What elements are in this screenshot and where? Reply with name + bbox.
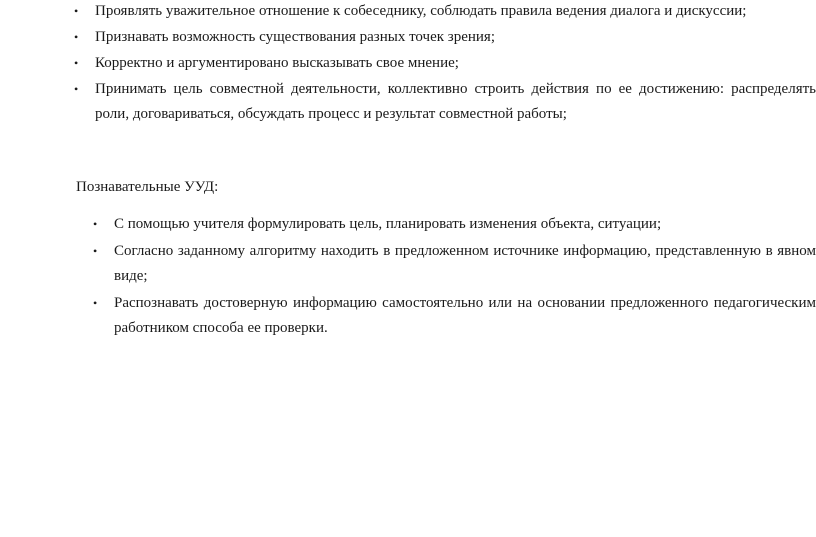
list-item — [74, 0, 816, 24]
communicative-uud-list — [74, 0, 816, 128]
bullet-icon: • — [93, 244, 98, 258]
bullet-icon: • — [74, 82, 79, 96]
bullet-icon: • — [93, 296, 98, 310]
bullet-icon: • — [93, 217, 98, 231]
bullet-icon: • — [74, 56, 79, 70]
list-item-text: Принимать цель совместной деятельности, коллективно строить действия по ее достижению: распределять роли, договариваться, обсуждать процесс и результат совместной работы; — [95, 81, 816, 122]
bullet-icon: • — [74, 4, 79, 18]
list-item-text: С помощью учителя формулировать цель, планировать изменения объекта, ситуации; — [114, 216, 662, 232]
list-item-text: Проявлять уважительное отношение к собеседнику, соблюдать правила ведения диалога и дискуссии; — [95, 3, 747, 19]
list-item — [74, 77, 816, 127]
list-item — [74, 25, 816, 50]
section-heading-cognitive-uud: Познавательные УУД: — [76, 179, 219, 195]
list-item-text: Согласно заданному алгоритму находить в предложенном источнике информацию, представленную в явном виде; — [114, 243, 816, 284]
bullet-icon: • — [74, 30, 79, 44]
list-item — [93, 291, 816, 341]
list-item — [93, 239, 816, 289]
list-item-text: Признавать возможность существования разных точек зрения; — [95, 29, 495, 45]
list-item-text: Распознавать достоверную информацию самостоятельно или на основании предложенного педагогическим работником способа ее проверки. — [114, 295, 816, 336]
list-item — [74, 51, 816, 76]
list-item-text: Корректно и аргументировано высказывать свое мнение; — [95, 55, 459, 71]
cognitive-uud-list — [93, 212, 816, 343]
list-item — [93, 212, 816, 237]
